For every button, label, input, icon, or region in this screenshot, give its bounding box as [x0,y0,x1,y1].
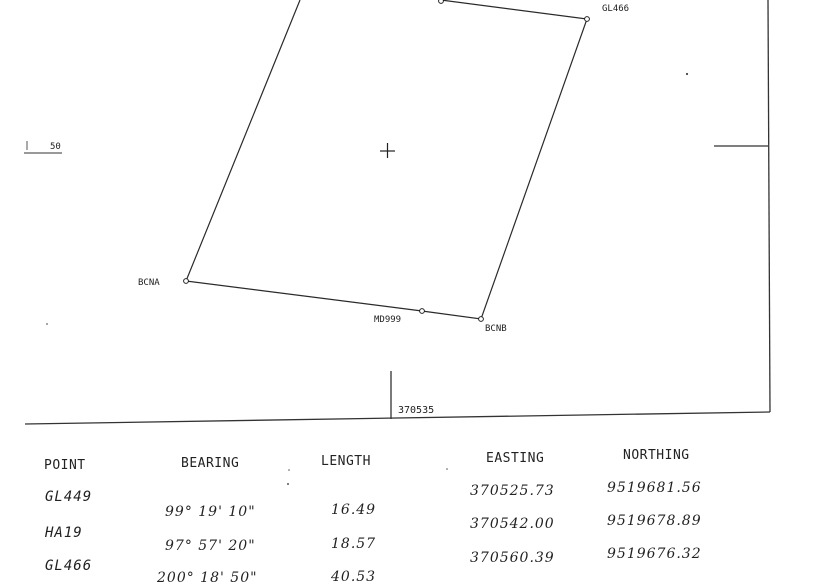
point-easting: 370560.39 [470,550,555,566]
scan-speck [46,323,48,325]
leg-length: 16.49 [331,502,377,518]
scale-label: 50 [50,142,61,152]
header-bearing: BEARING [181,456,240,471]
label-bcna: BCNA [138,278,160,288]
point-northing: 9519676.32 [607,546,702,562]
point-easting: 370525.73 [470,483,555,499]
centroid-cross-icon [380,143,395,158]
point-name: HA19 [45,525,83,541]
leg-bearing: 97° 57' 20" [165,538,256,554]
leg-bearing: 200° 18' 50" [157,570,258,586]
point-northing: 9519678.89 [607,513,702,529]
header-length: LENGTH [321,454,371,469]
point-name: GL449 [45,489,93,505]
scan-speck [288,469,290,471]
point-marker-bcnb [479,317,484,322]
label-gl466: GL466 [602,4,630,14]
point-easting: 370542.00 [470,516,555,532]
label-md999: MD999 [374,315,402,325]
point-marker-top [439,0,444,3]
leg-length: 40.53 [331,569,377,585]
point-marker-bcna [184,279,189,284]
label-bcnb: BCNB [485,324,507,334]
header-point: POINT [44,458,86,473]
header-easting: EASTING [486,451,545,466]
point-northing: 9519681.56 [607,480,702,496]
scan-speck [686,73,688,75]
point-name: GL466 [45,558,93,574]
parcel-boundary [186,0,587,319]
point-marker-md999 [420,309,425,314]
frame-right-edge [768,0,770,412]
leg-length: 18.57 [331,536,377,552]
leg-bearing: 99° 19' 10" [165,504,256,520]
scan-speck [287,483,289,485]
header-northing: NORTHING [623,448,690,463]
point-marker-gl466 [585,17,590,22]
scan-speck [446,468,448,470]
grid-easting-label: 370535 [398,405,435,416]
